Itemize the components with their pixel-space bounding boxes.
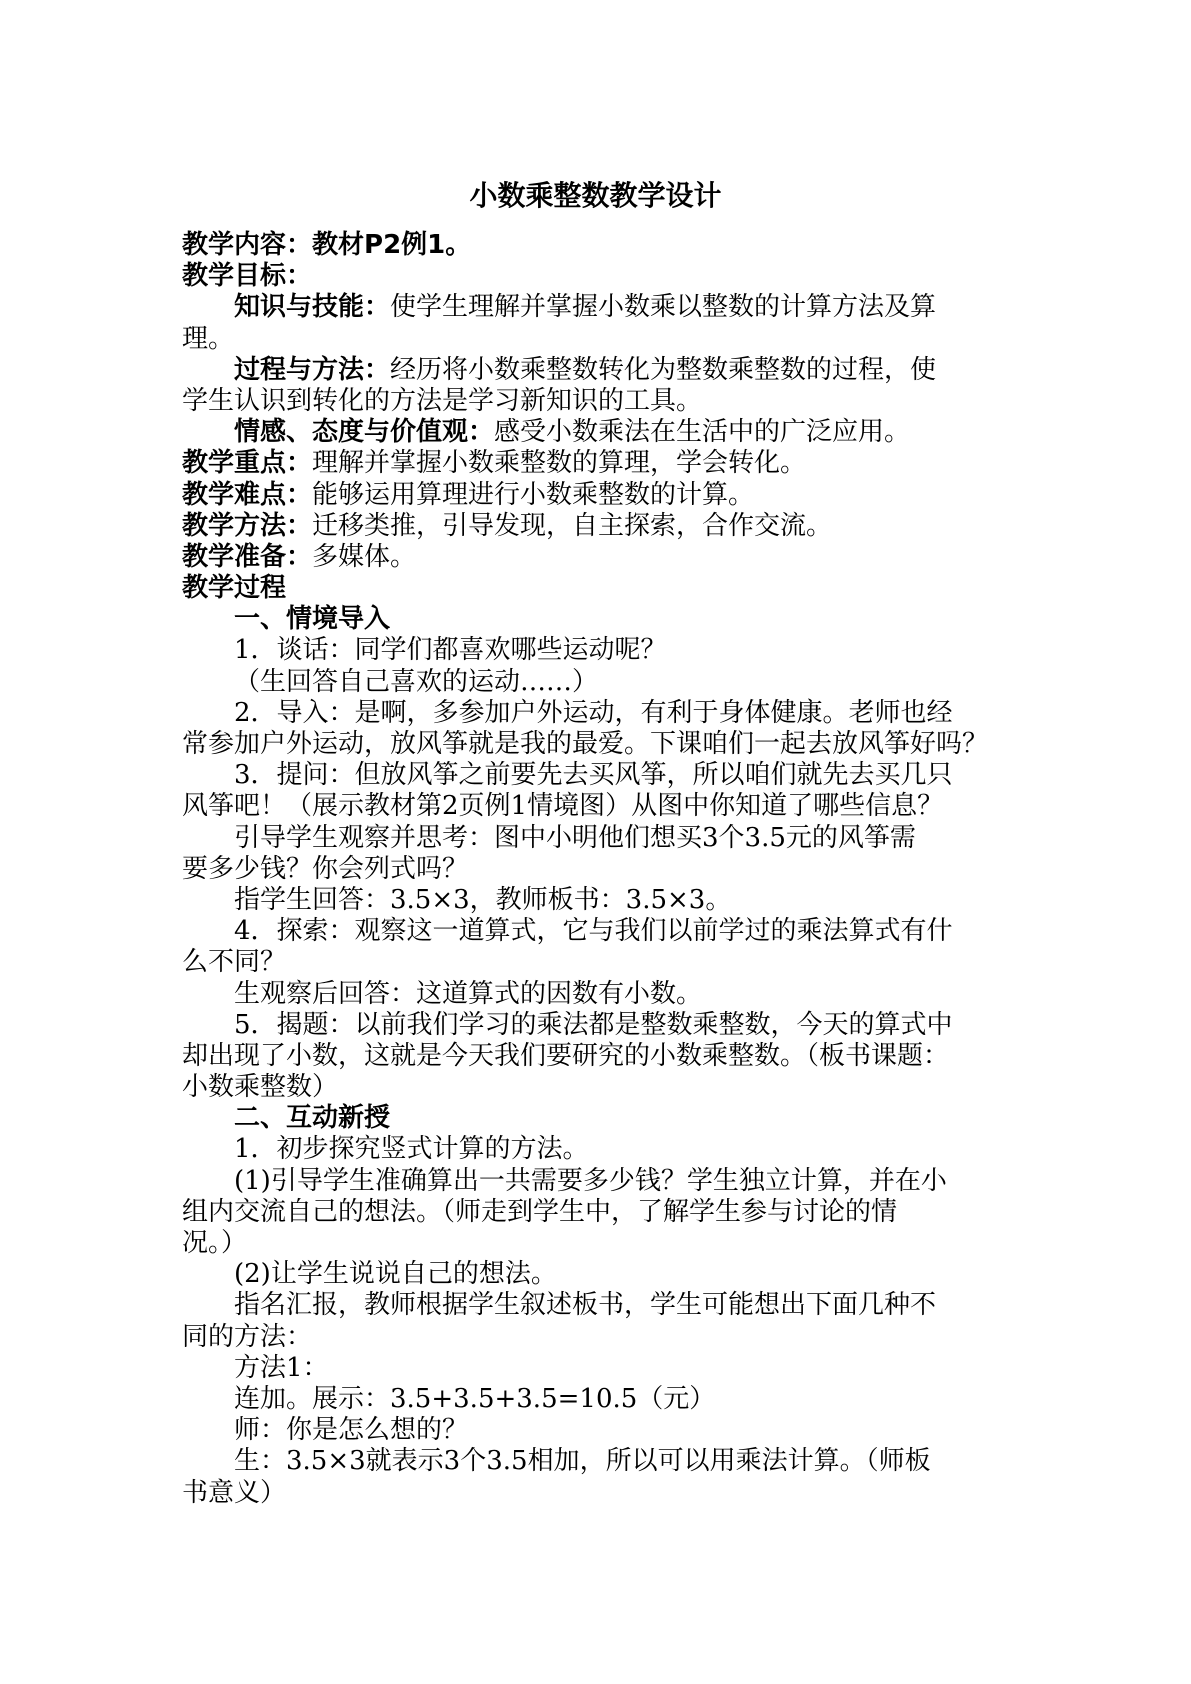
paragraph-line: (1)引导学生准确算出一共需要多少钱？学生独立计算，并在小 xyxy=(234,1165,947,1196)
paragraph-line: 方法1： xyxy=(234,1352,329,1383)
line-teaching-content xyxy=(182,230,1014,261)
paragraph-line: 指名汇报，教师根据学生叙述板书，学生可能想出下面几种不 xyxy=(234,1290,937,1321)
line-teaching-difficulty xyxy=(182,480,1014,511)
text: 能够运用算理进行小数乘整数的计算。 xyxy=(312,479,755,510)
document-title: 小数乘整数教学设计 xyxy=(469,179,722,212)
label: 教学准备： xyxy=(182,541,313,572)
paragraph-line: 2．导入：是啊，多参加户外运动，有利于身体健康。老师也经 xyxy=(234,697,953,728)
paragraph-line: 5．揭题：以前我们学习的乘法都是整数乘整数，今天的算式中 xyxy=(234,1009,953,1040)
paragraph-line: 4．探索：观察这一道算式，它与我们以前学过的乘法算式有什 xyxy=(234,916,953,947)
paragraph-line: （生回答自己喜欢的运动……） xyxy=(234,666,599,697)
section-heading-2: 二、互动新授 xyxy=(234,1103,391,1134)
label: 情感、态度与价值观： xyxy=(234,417,495,448)
paragraph-line: 书意义） xyxy=(182,1477,287,1508)
paragraph-line: 生：3.5×3就表示3个3.5相加，所以可以用乘法计算。（师板 xyxy=(234,1446,931,1477)
paragraph-line: 连加。展示：3.5+3.5+3.5=10.5（元） xyxy=(234,1383,716,1414)
paragraph-line: 常参加户外运动，放风筝就是我的最爱。下课咱们一起去放风筝好吗？ xyxy=(182,729,989,759)
line-teaching-focus xyxy=(182,448,1014,479)
paragraph-line: 3．提问：但放风筝之前要先去买风筝，所以咱们就先去买几只 xyxy=(234,760,953,791)
paragraph-line: 指学生回答：3.5×3，教师板书：3.5×3。 xyxy=(234,884,732,915)
label: 教学重点： xyxy=(182,448,313,479)
text: 教材P2例1。 xyxy=(312,230,472,260)
paragraph-line: 么不同？ xyxy=(182,947,287,978)
line-knowledge-skills-cont xyxy=(182,324,1014,355)
paragraph-line: 同的方法： xyxy=(182,1321,313,1352)
paragraph-line: (2)让学生说说自己的想法。 xyxy=(234,1259,557,1290)
text: 经历将小数乘整数转化为整数乘整数的过程，使 xyxy=(390,354,937,385)
line-process-method-cont xyxy=(182,386,1014,417)
label: 过程与方法： xyxy=(234,354,391,385)
label: 知识与技能： xyxy=(234,292,391,323)
label: 教学内容： xyxy=(182,230,313,260)
text: 多媒体。 xyxy=(312,541,417,572)
line-teaching-method xyxy=(182,511,1014,542)
label: 教学方法： xyxy=(182,510,313,541)
heading-teaching-process: 教学过程 xyxy=(182,573,287,604)
text: 感受小数乘法在生活中的广泛应用。 xyxy=(494,417,911,448)
text: 使学生理解并掌握小数乘以整数的计算方法及算 xyxy=(390,292,937,323)
paragraph-line: 引导学生观察并思考：图中小明他们想买3个3.5元的风筝需 xyxy=(234,822,916,853)
paragraph-line: 却出现了小数，这就是今天我们要研究的小数乘整数。（板书课题： xyxy=(182,1040,950,1071)
section-heading-1: 一、情境导入 xyxy=(234,604,391,635)
text: 理。 xyxy=(182,323,235,354)
paragraph-line: 小数乘整数） xyxy=(182,1072,339,1103)
paragraph-line: 风筝吧！（展示教材第2页例1情境图）从图中你知道了哪些信息？ xyxy=(182,791,944,822)
line-teaching-preparation xyxy=(182,542,1014,573)
text: 迁移类推，引导发现，自主探索，合作交流。 xyxy=(312,510,833,541)
line-emotion-values xyxy=(182,417,1014,448)
paragraph-line: 组内交流自己的想法。（师走到学生中，了解学生参与讨论的情 xyxy=(182,1196,898,1227)
paragraph-line: 1．初步探究竖式计算的方法。 xyxy=(234,1134,589,1165)
label: 教学目标： xyxy=(182,261,313,292)
label: 教学难点： xyxy=(182,479,313,510)
line-knowledge-skills xyxy=(182,292,1014,323)
text: 理解并掌握小数乘整数的算理，学会转化。 xyxy=(312,448,807,479)
text: 学生认识到转化的方法是学习新知识的工具。 xyxy=(182,385,703,416)
paragraph-line: 生观察后回答：这道算式的因数有小数。 xyxy=(234,978,703,1009)
document-body xyxy=(182,230,1014,1509)
paragraph-line: 师：你是怎么想的？ xyxy=(234,1415,469,1446)
paragraph-line: 要多少钱？你会列式吗？ xyxy=(182,853,469,884)
line-teaching-goals xyxy=(182,261,1014,292)
paragraph-line: 况。） xyxy=(182,1228,248,1258)
line-process-method xyxy=(182,355,1014,386)
paragraph-line: 1．谈话：同学们都喜欢哪些运动呢？ xyxy=(234,635,667,666)
